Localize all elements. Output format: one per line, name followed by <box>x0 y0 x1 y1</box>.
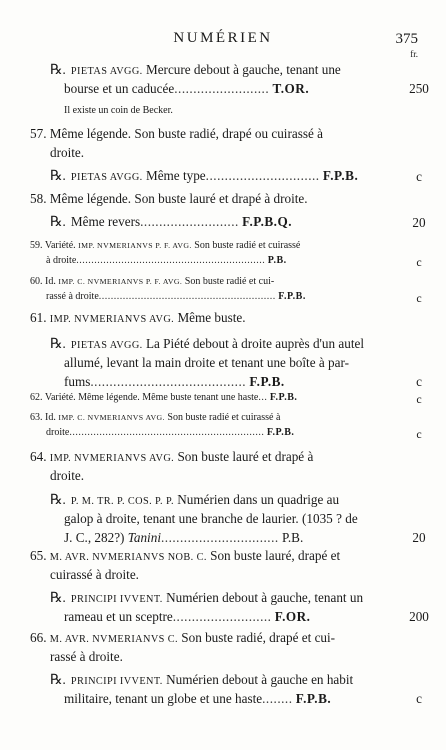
legend: IMP. NVMERIANVS AVG. <box>49 453 175 464</box>
value: 250 <box>409 81 429 96</box>
dot-leader: .......................... <box>140 214 239 229</box>
description: Son buste radié et cuirassé <box>194 240 301 251</box>
legend: IMP. C. NVMERIANVS P. F. AVG. <box>58 277 183 286</box>
entry-number: 63. <box>30 412 43 423</box>
value: 20 <box>412 215 426 230</box>
description: Id. <box>45 276 56 287</box>
dot-leader: ......................................... <box>90 374 247 389</box>
description: Numérien debout à gauche, tenant un <box>166 590 364 605</box>
description: J. C., 282?) <box>64 530 125 545</box>
description: Son buste radié et cuirassé à <box>167 412 281 423</box>
metal-code: F.P.B. <box>249 374 285 389</box>
entry-line <box>50 214 292 230</box>
dot-leader: .......................... <box>172 609 272 624</box>
entry-line <box>30 548 340 564</box>
dot-leader: ................................................................. <box>69 427 265 438</box>
entry-line <box>30 412 280 423</box>
description: Même légende. Son buste radié, drapé ou cuirassé à <box>49 126 323 141</box>
legend: P. M. TR. P. COS. P. P. <box>70 496 174 507</box>
entry-line <box>50 590 363 606</box>
reverse-symbol: ℞. <box>50 590 66 605</box>
description: fums <box>64 374 91 389</box>
description: Même revers <box>70 214 141 229</box>
entry-number: 57. <box>30 126 47 141</box>
dot-leader: ... <box>258 392 268 403</box>
description: Même type <box>145 168 206 183</box>
metal-code: F.P.B. <box>322 168 359 183</box>
entry-line <box>30 392 297 403</box>
value: c <box>416 392 422 406</box>
description: militaire, tenant un globe et une haste <box>64 691 263 706</box>
reverse-symbol: ℞. <box>50 492 66 507</box>
entry-line <box>64 374 285 390</box>
entry-line <box>30 276 274 287</box>
entry-number: 62. <box>30 392 43 403</box>
description: Son buste radié, drapé et cui- <box>181 630 336 645</box>
entry-line <box>64 609 310 625</box>
legend: IMP. NVMERIANVS AVG. <box>49 314 175 325</box>
entry-number: 60. <box>30 276 43 287</box>
description: Même légende. Son buste lauré et drapé à droite. <box>49 191 308 206</box>
entry-line <box>50 672 353 688</box>
entry-line <box>64 691 331 707</box>
dot-leader: ......................... <box>174 81 270 96</box>
legend: M. AVR. NVMERIANVS NOB. C. <box>49 552 207 563</box>
metal-code: P.B. <box>281 530 304 545</box>
description: galop à droite, tenant une branche de laurier. (1035 ? de <box>64 511 358 526</box>
metal-code: F.P.B. <box>278 291 306 302</box>
description: à droite <box>46 255 77 266</box>
description: bourse et un caducée <box>64 81 175 96</box>
description: Numérien dans un quadrige au <box>177 492 340 507</box>
description: droite. <box>50 145 85 160</box>
entry-number: 59. <box>30 240 43 251</box>
description: Mercure debout à gauche, tenant une <box>145 62 341 77</box>
reverse-symbol: ℞. <box>50 672 66 687</box>
dot-leader: .............................. <box>205 168 320 183</box>
entry-line <box>50 62 341 78</box>
entry-line <box>64 530 303 546</box>
legend: PRINCIPI IVVENT. <box>70 676 163 687</box>
entry-number: 65. <box>30 548 47 563</box>
legend: IMP. NVMERIANVS P. F. AVG. <box>78 241 192 250</box>
entry-line <box>30 630 335 646</box>
description: rameau et un sceptre <box>64 609 173 624</box>
metal-code: F.P.B.Q. <box>242 214 293 229</box>
entry-line <box>30 191 308 207</box>
entry-number: 64. <box>30 449 47 464</box>
dot-leader: ............................... <box>160 530 279 545</box>
metal-code: P.B. <box>267 255 287 266</box>
description: Son buste lauré, drapé et <box>210 548 341 563</box>
description: Son buste radié et cui- <box>184 276 275 287</box>
value: c <box>416 427 422 441</box>
entry-line <box>50 492 339 508</box>
page-title: NUMÉRIEN <box>173 30 273 46</box>
legend: PIETAS AVGG. <box>70 172 143 183</box>
entry-line <box>64 81 309 97</box>
entry-line <box>50 336 364 352</box>
legend: PRINCIPI IVVENT. <box>70 594 163 605</box>
entry-number: 66. <box>30 630 47 645</box>
reverse-symbol: ℞. <box>50 62 66 77</box>
metal-code: F.P.B. <box>295 691 332 706</box>
reverse-symbol: ℞. <box>50 214 66 229</box>
legend: PIETAS AVGG. <box>70 340 143 351</box>
value: 20 <box>412 530 426 545</box>
value: c <box>416 255 422 269</box>
description: cuirassé à droite. <box>50 567 139 582</box>
entry-line <box>46 255 287 266</box>
reverse-symbol: ℞. <box>50 336 66 351</box>
description: Id. <box>45 412 56 423</box>
metal-code: F.P.B. <box>269 392 298 403</box>
description: droite <box>46 427 70 438</box>
entry-line <box>50 168 358 184</box>
dot-leader: ........................................................... <box>98 291 276 302</box>
entry-line <box>46 427 294 438</box>
metal-code: F.OR. <box>274 609 311 624</box>
dot-leader: ............................................................... <box>76 255 266 266</box>
reference: Tanini <box>127 530 161 545</box>
value: c <box>416 691 422 706</box>
entry-line <box>30 126 323 142</box>
legend: PIETAS AVGG. <box>70 66 143 77</box>
value: c <box>416 374 422 389</box>
value: c <box>416 291 422 305</box>
description: La Piété debout à droite auprès d'un autel <box>145 336 365 351</box>
value: c <box>416 169 422 184</box>
metal-code: F.P.B. <box>266 427 295 438</box>
value: 200 <box>409 609 429 624</box>
description: allumé, levant la main droite et tenant une boîte à par- <box>64 355 349 370</box>
description: droite. <box>50 468 85 483</box>
entry-number: 61. <box>30 310 47 325</box>
entry-line <box>30 240 300 251</box>
entry-number: 58. <box>30 191 47 206</box>
legend: M. AVR. NVMERIANVS C. <box>49 634 178 645</box>
metal-code: T.OR. <box>272 81 310 96</box>
reverse-symbol: ℞. <box>50 168 66 183</box>
description: Variété. Même légende. Même buste tenant une haste <box>44 392 259 403</box>
description: rassé à droite <box>46 291 99 302</box>
description: Son buste lauré et drapé à <box>177 449 314 464</box>
entry-line <box>30 449 313 465</box>
entry-line <box>30 310 246 326</box>
value-unit-label: fr. <box>410 49 418 59</box>
description: Numérien debout à gauche en habit <box>166 672 354 687</box>
description: Même buste. <box>177 310 246 325</box>
dot-leader: ........ <box>262 691 293 706</box>
page-number: 375 <box>395 31 418 47</box>
description: Variété. <box>44 240 76 251</box>
page-header <box>0 30 446 59</box>
entry-line <box>46 291 306 302</box>
legend: IMP. C. NVMERIANVS AVG. <box>58 413 165 422</box>
description: rassé à droite. <box>50 649 123 664</box>
